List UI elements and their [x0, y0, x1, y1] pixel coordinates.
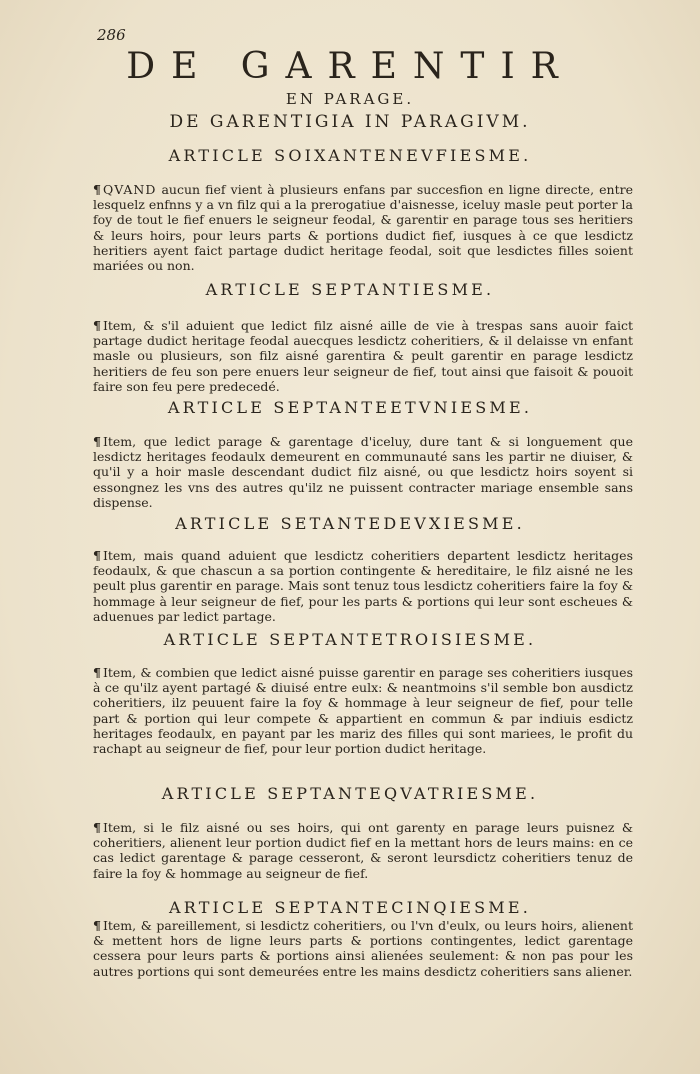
- article-heading: ARTICLE SEPTANTEQVATRIESME.: [161, 784, 539, 803]
- article-body: Item, mais quand aduient que lesdictz coheritiers departent lesdictz heritages feodaulx, & que chascun a sa portion contingente & hereditaire, le filz aisné ne les peult plus garentir en parage. Mais sont tenuz tous lesdictz coheritiers faire la foy & hommage à leur seigneur de fief, pour les parts & portions qui leur sont escheues & aduenues par ledict partage.: [93, 548, 633, 624]
- article-heading: ARTICLE SEPTANTETROISIESME.: [163, 630, 537, 649]
- page-title: DE GARENTIR: [126, 46, 574, 87]
- article-heading: ARTICLE SETANTEDEVXIESME.: [175, 514, 525, 533]
- article-text: [93, 182, 633, 273]
- article-text: [93, 665, 633, 756]
- pilcrow-icon: ¶: [93, 820, 101, 835]
- article-body: Item, & s'il aduient que ledict filz aisné aille de vie à trespas sans auoir faict partage dudict heritage feodal auecques lesdictz coheritiers, & il delaisse vn enfant masle ou plusieurs, son filz aisné garentira & peult garentir en parage lesdictz heritiers de feu son pere enuers leur seigneur de fief, tout ainsi que faisoit & pouoit faire son feu pere predecedé.: [93, 318, 633, 394]
- article-text: [93, 548, 633, 624]
- article-text: [93, 434, 633, 510]
- pilcrow-icon: ¶: [93, 548, 101, 563]
- article-heading: ARTICLE SOIXANTENEVFIESME.: [168, 146, 532, 165]
- article-heading: ARTICLE SEPTANTIESME.: [205, 280, 495, 299]
- pilcrow-icon: ¶: [93, 182, 101, 197]
- page-number: 286: [97, 26, 126, 44]
- pilcrow-icon: ¶: [93, 434, 101, 449]
- article-heading: ARTICLE SEPTANTEETVNIESME.: [167, 398, 533, 417]
- article-body: Item, que ledict parage & garentage d'iceluy, dure tant & si longuement que lesdictz heritages feodaulx demeurent en communauté sans les partir ne diuiser, & qu'il y a hoir masle descendant dudict filz aisné, ou que lesdictz hoirs soyent si essongnez les vns des autres qu'ilz ne puissent contracter mariage ensemble sans dispense.: [93, 434, 633, 510]
- article-body: Item, si le filz aisné ou ses hoirs, qui ont garenty en parage leurs puisnez & coheritiers, alienent leur portion dudict fief en la mettant hors de leurs mains: en ce cas ledict garentage & parage cesseront, & seront leursdictz coheritiers tenuz de faire la foy & hommage au seigneur de fief.: [93, 820, 633, 881]
- article-body: Item, & pareillement, si lesdictz coheritiers, ou l'vn d'eulx, ou leurs hoirs, alienent & mettent hors de ligne leurs parts & portions contingentes, ledict garentage cessera pour leurs parts & portions ainsi alienées seulement: & non pas pour les autres portions qui sont demeurées entre les mains desdictz coheritiers sans aliener.: [93, 918, 633, 979]
- subtitle-french: EN PARAGE.: [285, 90, 415, 108]
- article-text: [93, 918, 633, 979]
- subtitle-latin: DE GARENTIGIA IN PARAGIVM.: [169, 112, 531, 132]
- article-body: aucun fief vient à plusieurs enfans par succesfion en ligne directe, entre lesquelz enfnns y a vn filz qui a la prerogatiue d'aisnesse, iceluy masle peut porter la foy de tout le fief enuers le seigneur feodal, & garentir en parage tous ses heritiers & leurs hoirs, pour leurs parts & portions dudict fief, iusques à ce que lesdictz heritiers ayent faict partage dudict heritage feodal, soit que lesdictes filles soient mariées ou non.: [93, 182, 633, 274]
- article-body: Item, & combien que ledict aisné puisse garentir en parage ses coheritiers iusques à ce qu'ilz ayent partagé & diuisé entre eulx: & neantmoins s'il semble bon ausdictz coheritiers, ilz peuuent faire la foy & hommage à leur seigneur de fief, pour telle part & portion qui leur compete & appartient en commun & par indiuis esdictz heritages feodaulx, en payant par les mariz des filles qui sont mariees, le profit du rachapt au seigneur de fief, pour leur portion dudict heritage.: [93, 665, 633, 757]
- article-lead-word: QVAND: [102, 182, 157, 197]
- article-heading: ARTICLE SEPTANTECINQIESME.: [168, 898, 532, 917]
- pilcrow-icon: ¶: [93, 318, 101, 333]
- pilcrow-icon: ¶: [93, 918, 101, 933]
- article-text: [93, 820, 633, 881]
- article-text: [93, 318, 633, 394]
- pilcrow-icon: ¶: [93, 665, 101, 680]
